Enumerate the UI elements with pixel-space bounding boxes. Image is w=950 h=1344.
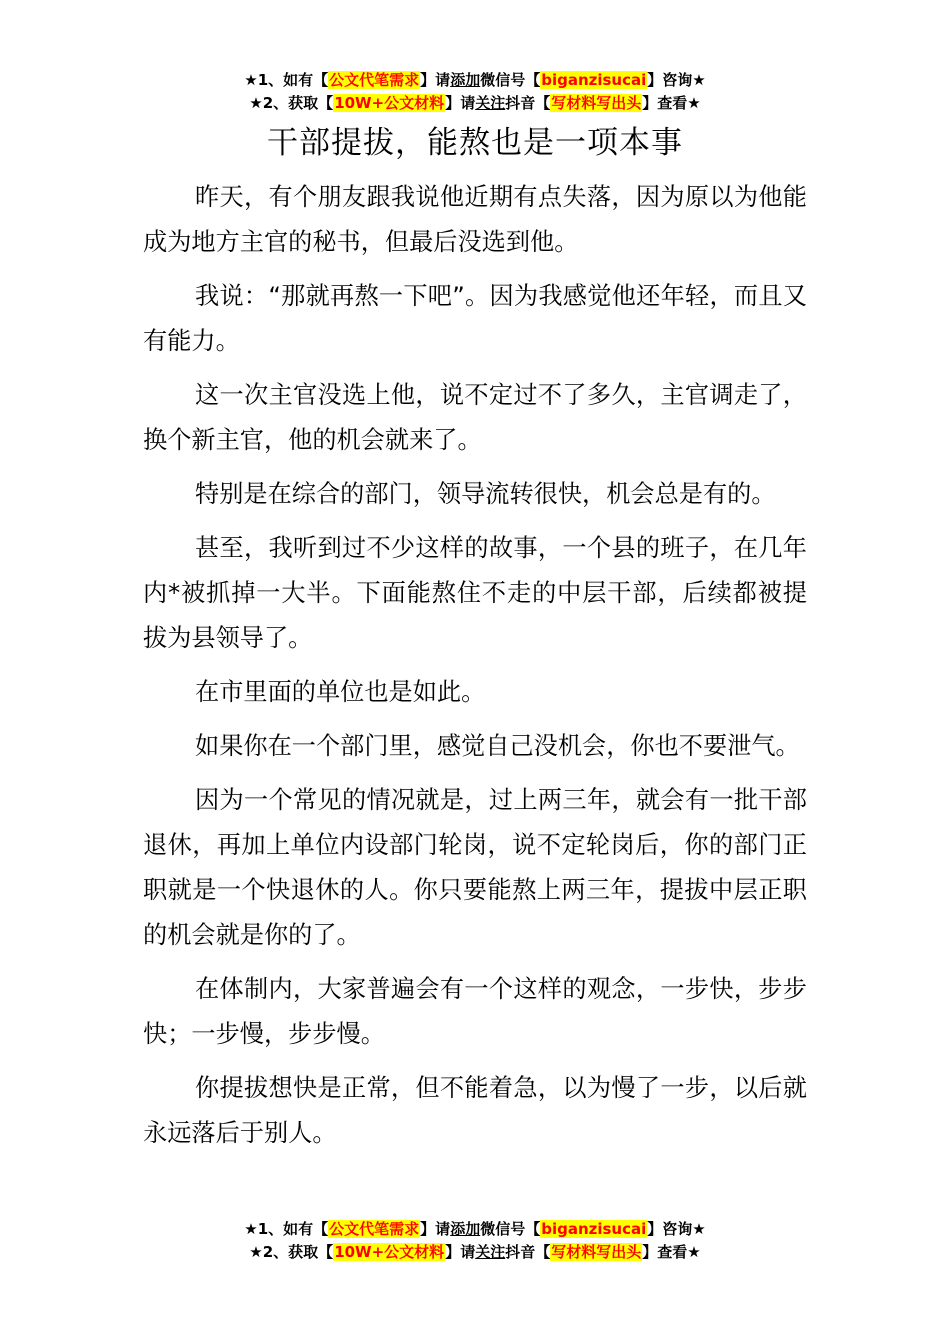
banner-suffix: 】咨询★ [647,71,706,89]
highlight-douyin-account: 写材料写出头 [551,1243,642,1261]
banner-line-1 [0,1218,950,1241]
banner-underlined-text: 关注 [475,94,506,112]
highlight-materials: 10W+公文材料 [334,94,445,112]
banner-line-1 [0,69,950,92]
highlight-service: 公文代笔需求 [329,71,420,89]
highlight-wechat-id: biganzisucai [541,1220,647,1238]
paragraph: 如果你在一个部门里，感觉自己没机会，你也不要泄气。 [195,732,800,760]
paragraph: 因为一个常见的情况就是，过上两三年，就会有一批干部退休，再加上单位内设部门轮岗，说不定轮岗后，你的部门正职就是一个快退休的人。你只要能熬上两三年，提拔中层正职的机会就是你的了。 [143,786,807,949]
banner-prefix: ★2、获取【 [249,94,334,112]
paragraph: 在市里面的单位也是如此。 [195,678,486,706]
banner-text: 】请 [420,71,451,89]
banner-suffix: 】查看★ [642,94,701,112]
document-body [143,175,807,1165]
banner-text: 抖音【 [505,94,551,112]
banner-line-2 [0,1241,950,1264]
banner-underlined-text: 添加 [450,1220,481,1238]
paragraph: 我说：“那就再熬一下吧”。因为我感觉他还年轻，而且又有能力。 [143,282,807,355]
banner-text: 微信号【 [480,1220,541,1238]
banner-text: 】请 [445,1243,476,1261]
document-title: 干部提拔，能熬也是一项本事 [267,125,683,161]
paragraph: 昨天，有个朋友跟我说他近期有点失落，因为原以为他能成为地方主官的秘书，但最后没选到他。 [143,183,807,256]
banner-underlined-text: 添加 [450,71,481,89]
paragraph: 在体制内，大家普遍会有一个这样的观念，一步快，步步快；一步慢，步步慢。 [143,975,807,1048]
banner-text: 】请 [445,94,476,112]
banner-prefix: ★2、获取【 [249,1243,334,1261]
highlight-wechat-id: biganzisucai [541,71,647,89]
banner-line-2 [0,92,950,115]
highlight-douyin-account: 写材料写出头 [551,94,642,112]
banner-text: 微信号【 [480,71,541,89]
highlight-materials: 10W+公文材料 [334,1243,445,1261]
paragraph: 特别是在综合的部门，领导流转很快，机会总是有的。 [195,480,776,508]
banner-prefix: ★1、如有【 [244,1220,329,1238]
banner-suffix: 】查看★ [642,1243,701,1261]
paragraph: 你提拔想快是正常，但不能着急，以为慢了一步，以后就永远落后于别人。 [143,1074,807,1147]
banner-suffix: 】咨询★ [647,1220,706,1238]
paragraph: 甚至，我听到过不少这样的故事，一个县的班子，在几年内*被抓掉一大半。下面能熬住不走的中层干部，后续都被提拔为县领导了。 [143,534,807,652]
paragraph: 这一次主官没选上他，说不定过不了多久，主官调走了，换个新主官，他的机会就来了。 [143,381,807,454]
highlight-service: 公文代笔需求 [329,1220,420,1238]
footer-banner [0,1218,950,1264]
banner-underlined-text: 关注 [475,1243,506,1261]
banner-text: 】请 [420,1220,451,1238]
banner-text: 抖音【 [505,1243,551,1261]
banner-prefix: ★1、如有【 [244,71,329,89]
header-banner [0,69,950,115]
